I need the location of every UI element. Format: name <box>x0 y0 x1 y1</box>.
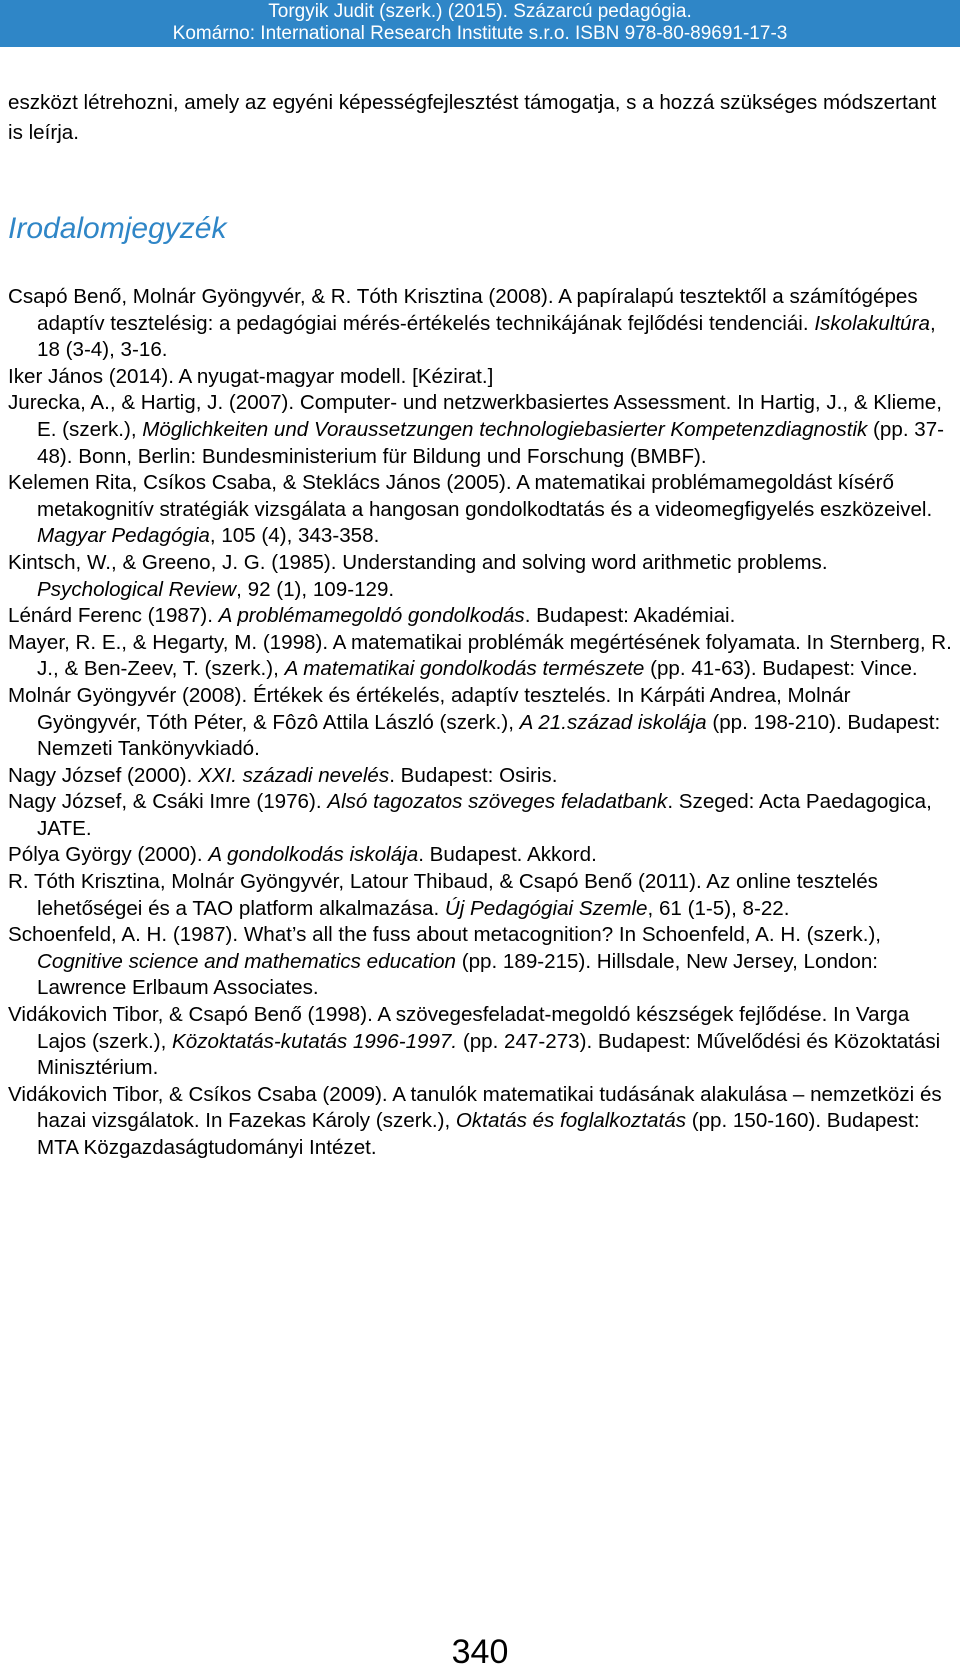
reference-text: Schoenfeld, A. H. (1987). What’s all the fuss about metacognition? In Schoenfeld, A. H. (szerk.), <box>8 923 882 947</box>
page-header <box>0 0 960 47</box>
reference-text: Lénárd Ferenc (1987). <box>8 604 219 628</box>
reference-title: Új Pedagógiai Szemle <box>444 896 648 920</box>
reference-item <box>8 284 953 364</box>
reference-text: . Budapest. Akkord. <box>418 843 597 867</box>
reference-text: , 105 (4), 343-358. <box>209 524 380 548</box>
reference-text: Pólya György (2000). <box>8 843 209 867</box>
reference-text: (pp. 37-48). Bonn, Berlin: Bundesministerium für Bildung und Forschung (BMBF). <box>37 417 945 468</box>
reference-text: (pp. 247-273). Budapest: Művelődési és Közoktatási Minisztérium. <box>37 1029 941 1080</box>
reference-item <box>8 470 953 550</box>
reference-text: Kelemen Rita, Csíkos Csaba, & Steklács János (2005). A matematikai problémamegoldást kísérő metakognitív stratégiák vizsgálata a hangosan gondolkodtatás és a videomegfigyelés eszközeivel. <box>8 471 933 521</box>
reference-title: Alsó tagozatos szöveges feladatbank <box>327 790 668 814</box>
reference-title: A gondolkodás iskolája <box>208 843 419 867</box>
header-publisher-line: Komárno: International Research Institute s.r.o. ISBN 978-80-89691-17-3 <box>172 23 788 44</box>
reference-item <box>8 550 953 603</box>
reference-text: Vidákovich Tibor, & Csíkos Csaba (2009). A tanulók matematikai tudásának alakulása – nemzetközi és hazai vizsgálatok. In Fazekas Károly (szerk.), <box>8 1082 942 1133</box>
reference-text: Csapó Benő, Molnár Gyöngyvér, & R. Tóth Krisztina (2008). A papíralapú tesztektől a számítógépes adaptív tesztelésig: a pedagógiai mérés-értékelés technikájának fejlődési tendenciái. <box>8 285 918 335</box>
reference-item <box>8 1082 953 1162</box>
reference-text: (pp. 150-160). Budapest: MTA Közgazdaságtudományi Intézet. <box>37 1109 920 1159</box>
reference-title: Oktatás és foglalkoztatás <box>455 1109 686 1133</box>
reference-title: A problémamegoldó gondolkodás <box>218 604 525 628</box>
reference-text: Nagy József, & Csáki Imre (1976). <box>8 790 328 814</box>
reference-item <box>8 763 953 790</box>
header-citation-line: Torgyik Judit (szerk.) (2015). Százarcú pedagógia. <box>268 1 692 22</box>
reference-text: Kintsch, W., & Greeno, J. G. (1985). Understanding and solving word arithmetic problems. <box>8 550 828 574</box>
reference-text: , 92 (1), 109-129. <box>236 577 395 601</box>
reference-list <box>8 284 953 1162</box>
reference-title: Psychological Review <box>37 577 237 601</box>
reference-title: Magyar Pedagógia <box>37 524 210 548</box>
reference-item <box>8 630 953 683</box>
reference-text: Jurecka, A., & Hartig, J. (2007). Computer- und netzwerkbasiertes Assessment. In Hartig, J., & Klieme, E. (szerk.), <box>8 391 942 441</box>
reference-text: . Budapest: Osiris. <box>389 763 558 787</box>
reference-text: , 61 (1-5), 8-22. <box>647 896 790 920</box>
reference-text: , 18 (3-4), 3-16. <box>37 311 936 362</box>
reference-item <box>8 390 953 470</box>
reference-item <box>8 683 953 763</box>
reference-text: (pp. 41-63). Budapest: Vince. <box>644 657 918 681</box>
reference-text: Molnár Gyöngyvér (2008). Értékek és értékelés, adaptív tesztelés. In Kárpáti Andrea, Molnár Gyöngyvér, Tóth Péter, & Fôzô Attila László (szerk.), <box>8 683 851 734</box>
reference-item <box>8 842 953 869</box>
reference-text: (pp. 189-215). Hillsdale, New Jersey, London: Lawrence Erlbaum Associates. <box>37 949 878 1000</box>
reference-text: R. Tóth Krisztina, Molnár Gyöngyvér, Latour Thibaud, & Csapó Benő (2011). Az online tesztelés lehetőségei és a TAO platform alkalmazása. <box>8 870 878 920</box>
reference-text: . Szeged: Acta Paedagogica, JATE. <box>37 790 932 840</box>
page-number: 340 <box>451 1633 509 1671</box>
reference-item <box>8 789 953 842</box>
reference-title: Cognitive science and mathematics education <box>37 949 456 973</box>
reference-title: Möglichkeiten und Voraussetzungen technologiebasierter Kompetenzdiagnostik <box>142 417 868 441</box>
reference-item <box>8 922 953 1002</box>
reference-title: A 21.század iskolája <box>519 710 707 734</box>
reference-text: Iker János (2014). A nyugat-magyar modell. [Kézirat.] <box>8 364 494 388</box>
reference-item <box>8 869 953 922</box>
section-heading: Irodalomjegyzék <box>8 212 227 245</box>
reference-item <box>8 364 953 391</box>
reference-item <box>8 603 953 630</box>
reference-title: Iskolakultúra <box>814 311 930 335</box>
reference-title: Közoktatás-kutatás 1996-1997. <box>172 1029 458 1053</box>
intro-paragraph: eszközt létrehozni, amely az egyéni képességfejlesztést támogatja, s a hozzá szükséges módszertant is leírja. <box>8 91 937 144</box>
reference-text: Nagy József (2000). <box>8 763 199 787</box>
reference-text: Vidákovich Tibor, & Csapó Benő (1998). A szövegesfeladat-megoldó készségek fejlődése. In Varga Lajos (szerk.), <box>8 1003 910 1053</box>
reference-text: (pp. 198-210). Budapest: Nemzeti Tankönyvkiadó. <box>37 710 941 761</box>
reference-item <box>8 1002 953 1082</box>
reference-text: . Budapest: Akadémiai. <box>524 604 736 628</box>
reference-text: Mayer, R. E., & Hegarty, M. (1998). A matematikai problémák megértésének folyamata. In Sternberg, R. J., & Ben-Zeev, T. (szerk.), <box>8 630 952 681</box>
reference-title: XXI. századi nevelés <box>198 763 390 787</box>
reference-title: A matematikai gondolkodás természete <box>284 657 645 681</box>
